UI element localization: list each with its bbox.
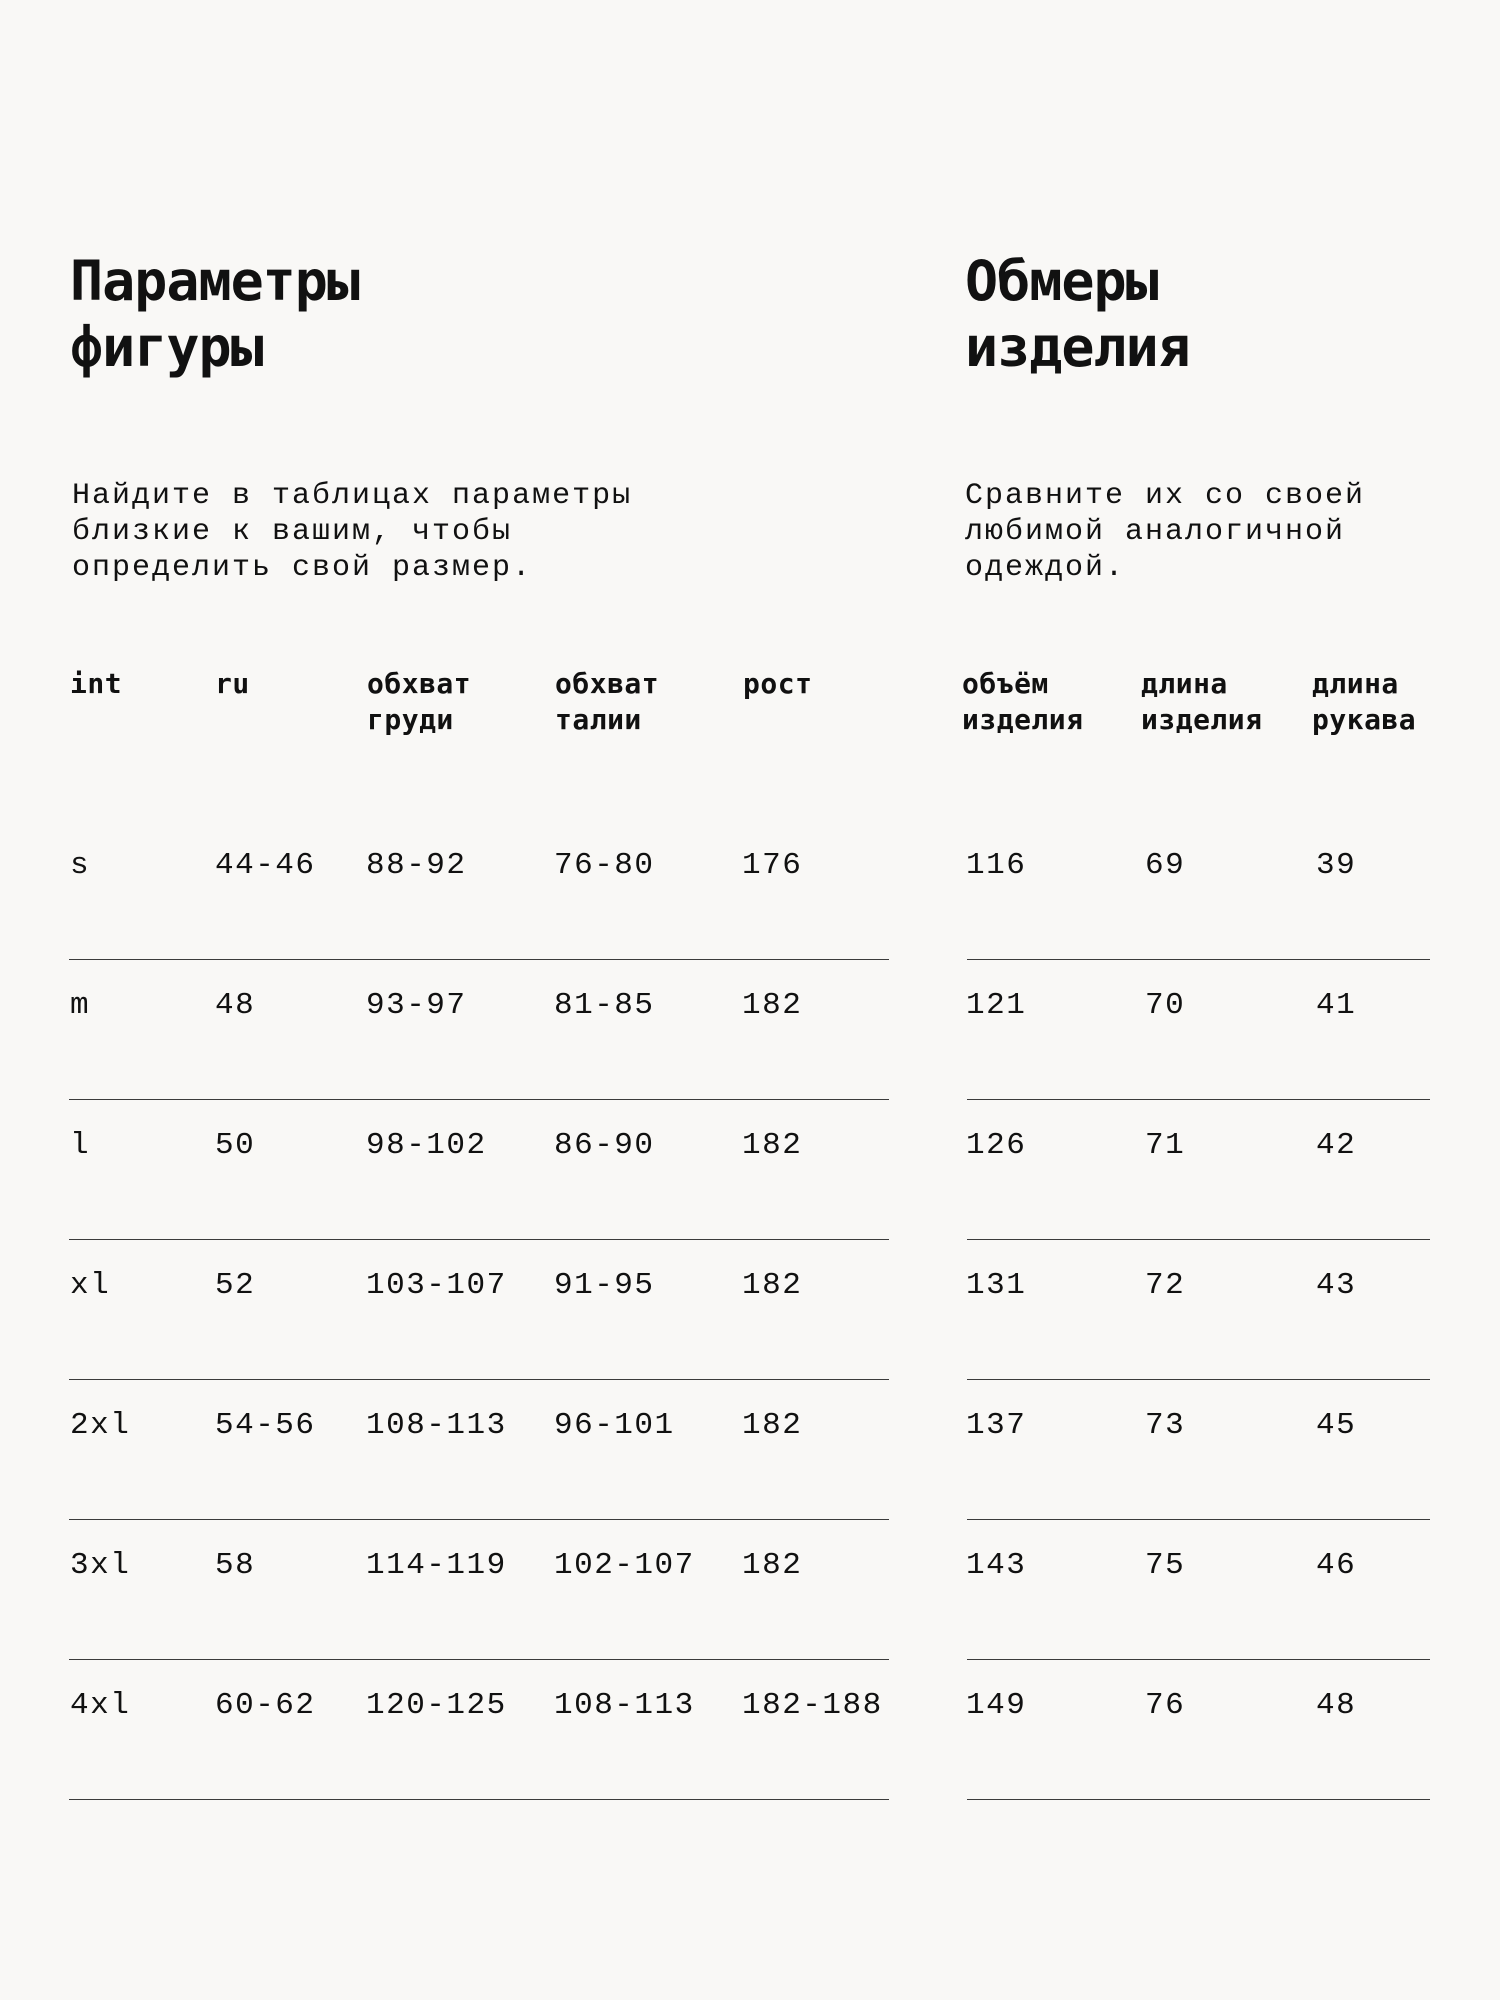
- cell-waist: 108-113: [554, 1688, 695, 1723]
- cell-waist: 91-95: [554, 1268, 655, 1303]
- cell-garment-volume: 143: [966, 1548, 1027, 1583]
- cell-height: 182: [742, 1408, 803, 1443]
- cell-sleeve-length: 46: [1316, 1548, 1357, 1583]
- cell-garment-length: 73: [1145, 1408, 1186, 1443]
- cell-int: 3xl: [70, 1548, 131, 1583]
- cell-ru: 48: [215, 988, 256, 1023]
- garment-measurements-description: Сравните их со своей любимой аналогичной одеждой.: [965, 479, 1366, 585]
- table-row: [967, 960, 1430, 1100]
- figure-parameters-description: Найдите в таблицах параметры близкие к вашим, чтобы определить свой размер.: [72, 479, 633, 585]
- garment-measurements-table: [967, 820, 1430, 1800]
- table-row: [967, 1380, 1430, 1520]
- cell-sleeve-length: 42: [1316, 1128, 1357, 1163]
- cell-int: xl: [70, 1268, 111, 1303]
- cell-waist: 96-101: [554, 1408, 675, 1443]
- header-height: рост: [743, 667, 813, 700]
- cell-height: 182: [742, 1128, 803, 1163]
- cell-int: 4xl: [70, 1688, 131, 1723]
- cell-garment-volume: 137: [966, 1408, 1027, 1443]
- cell-chest: 93-97: [366, 988, 467, 1023]
- table-row: [69, 820, 889, 960]
- cell-waist: 102-107: [554, 1548, 695, 1583]
- header-garment-length: длина изделия: [1141, 667, 1263, 736]
- cell-height: 176: [742, 848, 803, 883]
- garment-measurements-title: Обмеры изделия: [965, 249, 1190, 379]
- figure-parameters-title: Параметры фигуры: [70, 249, 360, 379]
- table-row: [69, 1520, 889, 1660]
- cell-int: l: [70, 1128, 91, 1163]
- cell-chest: 88-92: [366, 848, 467, 883]
- cell-sleeve-length: 43: [1316, 1268, 1357, 1303]
- cell-garment-volume: 116: [966, 848, 1027, 883]
- cell-waist: 81-85: [554, 988, 655, 1023]
- cell-sleeve-length: 48: [1316, 1688, 1357, 1723]
- cell-ru: 44-46: [215, 848, 316, 883]
- cell-sleeve-length: 39: [1316, 848, 1357, 883]
- table-row: [69, 1380, 889, 1520]
- cell-ru: 60-62: [215, 1688, 316, 1723]
- table-row: [967, 1520, 1430, 1660]
- cell-chest: 98-102: [366, 1128, 487, 1163]
- cell-chest: 114-119: [366, 1548, 507, 1583]
- cell-garment-volume: 149: [966, 1688, 1027, 1723]
- cell-garment-length: 71: [1145, 1128, 1186, 1163]
- cell-sleeve-length: 45: [1316, 1408, 1357, 1443]
- cell-garment-length: 70: [1145, 988, 1186, 1023]
- table-row: [69, 1660, 889, 1800]
- header-waist: обхват талии: [555, 667, 660, 736]
- cell-ru: 54-56: [215, 1408, 316, 1443]
- table-row: [967, 1100, 1430, 1240]
- cell-height: 182: [742, 988, 803, 1023]
- cell-garment-length: 72: [1145, 1268, 1186, 1303]
- header-chest: обхват груди: [367, 667, 472, 736]
- cell-waist: 86-90: [554, 1128, 655, 1163]
- header-ru: ru: [215, 667, 250, 700]
- cell-chest: 103-107: [366, 1268, 507, 1303]
- table-row: [967, 1240, 1430, 1380]
- cell-garment-length: 75: [1145, 1548, 1186, 1583]
- figure-parameters-table: [69, 820, 889, 1800]
- cell-garment-length: 69: [1145, 848, 1186, 883]
- cell-chest: 108-113: [366, 1408, 507, 1443]
- cell-height: 182: [742, 1548, 803, 1583]
- header-garment-volume: объём изделия: [962, 667, 1084, 736]
- cell-ru: 50: [215, 1128, 256, 1163]
- cell-int: m: [70, 988, 91, 1023]
- table-row: [967, 1660, 1430, 1800]
- cell-ru: 58: [215, 1548, 256, 1583]
- table-row: [69, 960, 889, 1100]
- cell-garment-volume: 126: [966, 1128, 1027, 1163]
- cell-ru: 52: [215, 1268, 256, 1303]
- table-row: [69, 1240, 889, 1380]
- cell-int: 2xl: [70, 1408, 131, 1443]
- cell-garment-volume: 131: [966, 1268, 1027, 1303]
- cell-height: 182: [742, 1268, 803, 1303]
- cell-height: 182-188: [742, 1688, 883, 1723]
- header-sleeve-length: длина рукава: [1312, 667, 1417, 736]
- cell-garment-volume: 121: [966, 988, 1027, 1023]
- cell-chest: 120-125: [366, 1688, 507, 1723]
- table-row: [69, 1100, 889, 1240]
- cell-int: s: [70, 848, 91, 883]
- cell-waist: 76-80: [554, 848, 655, 883]
- cell-sleeve-length: 41: [1316, 988, 1357, 1023]
- table-row: [967, 820, 1430, 960]
- header-int: int: [70, 667, 123, 700]
- cell-garment-length: 76: [1145, 1688, 1186, 1723]
